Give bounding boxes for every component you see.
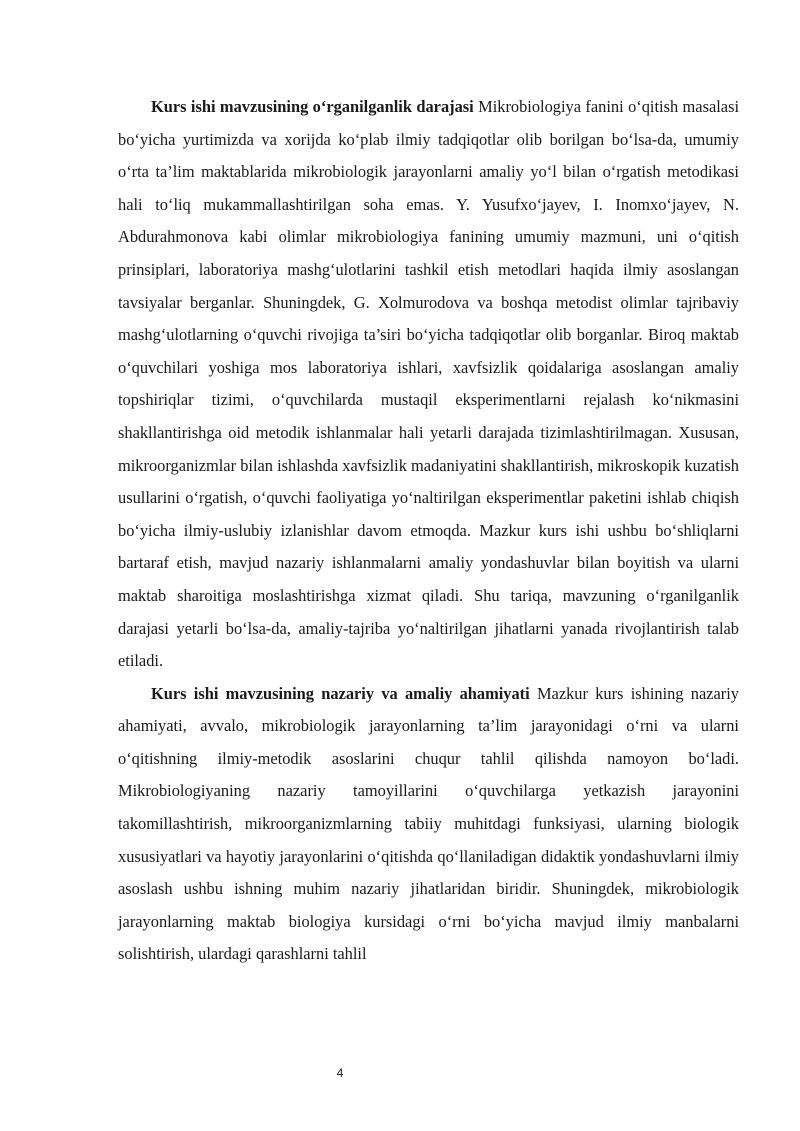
document-body: [118, 91, 739, 971]
text-theoretical-practical-significance: Mazkur kurs ishining nazariy ahamiyati, avvalo, mikrobiologik jarayonlarning ta’lim jarayonidagi o‘rni va ularni o‘qitishning ilmiy-metodik asoslarini chuqur tahlil qilishda namoyon bo‘ladi. Mikrobiologiyaning nazariy tamoyillarini o‘quvchilarga yetkazish jarayonini takomillashtirish, mikroorganizmlarning tabiiy muhitdagi funksiyasi, ularning biologik xususiyatlari va hayotiy jarayonlarini o‘qitishda qo‘llaniladigan didaktik yondashuvlarni ilmiy asoslash ushbu ishning muhim nazariy jihatlaridan biridir. Shuningdek, mikrobiologik jarayonlarning maktab biologiya kursidagi o‘rni bo‘yicha mavjud ilmiy manbalarni solishtirish, ulardagi qarashlarni tahlil: [118, 683, 739, 964]
heading-theoretical-practical-significance: Kurs ishi mavzusining nazariy va amaliy ahamiyati: [151, 683, 530, 703]
page-number: 4: [336, 1066, 344, 1080]
heading-research-level: Kurs ishi mavzusining o‘rganilganlik darajasi: [151, 97, 474, 116]
text-research-level: Mikrobiologiya fanini o‘qitish masalasi bo‘yicha yurtimizda va xorijda ko‘plab ilmiy tadqiqotlar olib borilgan bo‘lsa-da, umumiy o‘rta ta’lim maktablarida mikrobiologik jarayonlarni amaliy yo‘l bilan o‘rgatish metodikasi hali to‘liq mukammallashtirilgan soha emas. Y. Yusufxo‘jayev, I. Inomxo‘jayev, N. Abdurahmonova kabi olimlar mikrobiologiya fanining umumiy mazmuni, uni o‘qitish prinsiplari, laboratoriya mashg‘ulotlarini tashkil etish metodlari haqida ilmiy asoslangan tavsiyalar berganlar. Shuningdek, G. Xolmurodova va boshqa metodist olimlar tajribaviy mashg‘ulotlarning o‘quvchi rivojiga ta’siri bo‘yicha tadqiqotlar olib borganlar. Biroq maktab o‘quvchilari yoshiga mos laboratoriya ishlari, xavfsizlik qoidalariga asoslangan amaliy topshiriqlar tizimi, o‘quvchilarda mustaqil eksperimentlarni rejalash ko‘nikmasini shakllantirishga oid metodik ishlanmalar hali yetarli darajada tizimlashtirilmagan. Xususan, mikroorganizmlar bilan ishlashda xavfsizlik madaniyatini shakllantirish, mikroskopik kuzatish usullarini o‘rgatish, o‘quvchi faoliyatiga yo‘naltirilgan eksperimentlar paketini ishlab chiqish bo‘yicha ilmiy-uslubiy izlanishlar davom etmoqda. Mazkur kurs ishi ushbu bo‘shliqlarni bartaraf etish, mavjud nazariy ishlanmalarni amaliy yondashuvlar bilan boyitish va ularni maktab sharoitiga moslashtirishga xizmat qiladi. Shu tariqa, mavzuning o‘rganilganlik darajasi yetarli bo‘lsa-da, amaliy-tajriba yo‘naltirilgan jihatlarni yanada rivojlantirish talab etiladi.: [118, 97, 739, 671]
paragraph-theoretical-practical-significance: [118, 678, 739, 971]
paragraph-research-level: [118, 91, 739, 678]
